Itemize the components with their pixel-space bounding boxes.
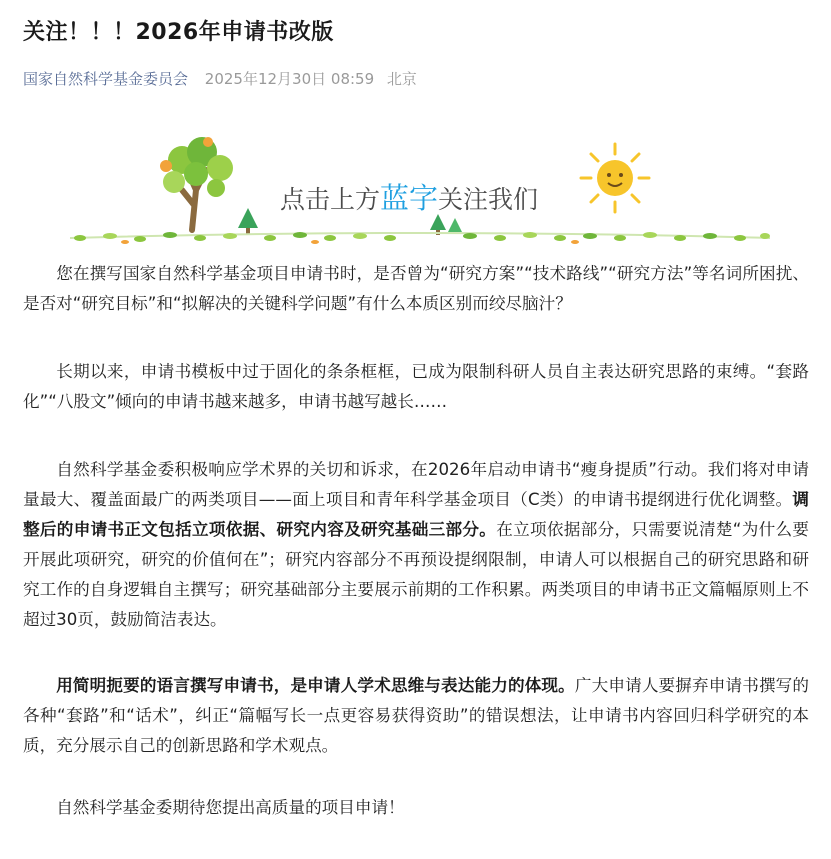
banner-text-before: 点击上方 [280, 185, 381, 214]
publish-date: 2025年12月30日 08:59 [204, 70, 375, 88]
paragraph-3-intro: 自然科学基金委积极响应学术界的关切和诉求，在2026年启动申请书“瘦身提质”行动。我们将对申请量最大、覆盖面最广的两类项目——面上项目和青年科学基金项目（C类）的申请书提纲进行优化调整。 [23, 460, 809, 509]
svg-text:点击上方蓝字关注我们 [280, 181, 538, 215]
account-name-link[interactable]: 国家自然科学基金委员会 [23, 70, 189, 88]
paragraph-4-detail: 广大申请人要摒弃申请书撰写的各种“套路”和“话术”，纠正“篇幅写长一点更容易获得资助”的错误想法，让申请书内容回归科学研究的本质，充分展示自己的创新思路和学术观点。 [23, 676, 810, 755]
sun-icon [581, 144, 649, 212]
paragraph-4 [23, 671, 809, 761]
paragraph-4-bold: 用简明扼要的语言撰写申请书，是申请人学术思维与表达能力的体现。 [56, 676, 575, 695]
banner-text-after: 关注我们 [438, 185, 539, 214]
tree-icon [160, 137, 233, 230]
paragraph-1: 您在撰写国家自然科学基金项目申请书时，是否曾为“研究方案”“技术路线”“研究方法”等名词所困扰、是否对“研究目标”和“拟解决的关键科学问题”有什么本质区别而绞尽脑汁？ [23, 264, 809, 313]
banner-text-highlight: 蓝字 [380, 181, 439, 215]
paragraph-2: 长期以来，申请书模板中过于固化的条条框框，已成为限制科研人员自主表达研究思路的束缚。“套路化”“八股文”倾向的申请书越来越多，申请书越写越长…… [23, 362, 809, 411]
paragraph-3-bold: 调整后的申请书正文包括立项依据、研究内容及研究基础三部分。 [23, 490, 809, 539]
article-meta [23, 68, 417, 89]
paragraph-5: 自然科学基金委期待您提出高质量的项目申请！ [56, 798, 405, 817]
paragraph-3 [23, 455, 809, 635]
leaf-border [70, 232, 770, 244]
publish-location: 北京 [386, 70, 417, 88]
article-title: 关注！！！2026年申请书改版 [23, 20, 334, 45]
paragraph-3-detail: 在立项依据部分，只需要说清楚“为什么要开展此项研究，研究的价值何在”；研究内容部分不再预设提纲限制，申请人可以根据自己的研究思路和研究工作的自身逻辑自主撰写；研究基础部分主要展示前期的工作积累。两类项目的申请书正文篇幅原则上不超过30页，鼓励简洁表达。 [23, 520, 809, 629]
article-body [23, 259, 809, 823]
follow-banner [70, 130, 770, 250]
